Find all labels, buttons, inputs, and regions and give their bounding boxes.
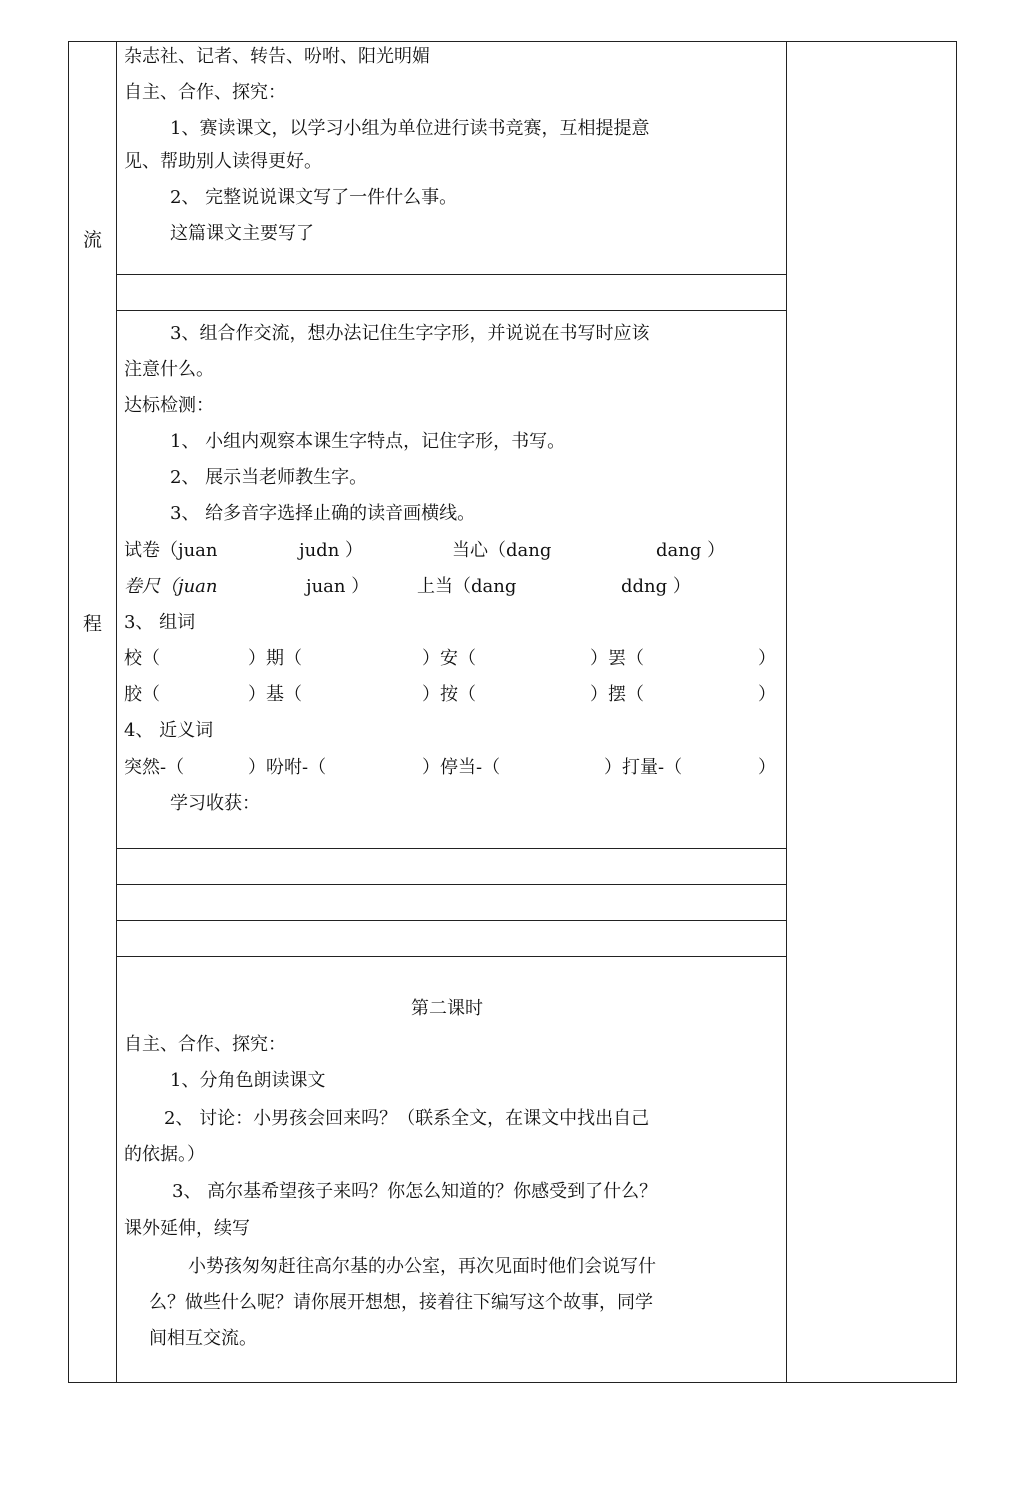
text-line: 小势孩匆匆赶往高尔基的办公室，再次见面时他们会说写什	[188, 1256, 656, 1277]
vocab-line: 杂志社、记者、转告、吩咐、阳光明媚	[124, 46, 430, 67]
zuci-item: ）罢（	[590, 648, 644, 669]
jinyi-item: 突然-（	[124, 757, 185, 778]
text-line: 3、组合作交流，想办法记住生字字形，并说说在书写时应该	[170, 323, 650, 344]
zuci-item: ）安（	[422, 648, 476, 669]
pinyin-item: dang ）	[656, 540, 726, 561]
jinyi-item: ）	[758, 757, 776, 778]
pinyin-item: 上当（dang	[417, 576, 517, 597]
zuci-item: ）期（	[248, 648, 302, 669]
pinyin-item: 卷尺（juan	[124, 576, 218, 597]
pinyin-item: 当心（dang	[452, 540, 552, 561]
text-line: 2、 完整说说课文写了一件什么事。	[170, 187, 458, 208]
side-label-cheng: 程	[82, 613, 102, 635]
text-line: 2、 展示当老师教生字。	[170, 467, 368, 488]
column-divider-right	[786, 42, 787, 1382]
text-line: 3、 给多音字选择止确的读音画横线。	[170, 503, 476, 524]
heading-assessment: 达标检测：	[124, 395, 214, 416]
heading-explore: 自主、合作、探究：	[124, 1034, 286, 1055]
column-divider-left	[116, 42, 117, 1382]
heading-zuci: 3、 组词	[124, 612, 196, 633]
side-label-liu: 流	[82, 229, 102, 251]
pinyin-item: 试卷（juan	[124, 540, 218, 561]
text-line: 1、赛读课文，以学习小组为单位进行读书竞赛，互相提提意	[170, 118, 650, 139]
zuci-item: 胶（	[124, 684, 160, 705]
text-line: 2、 讨论：小男孩会回来吗？（联系全文，在课文中找出自己	[164, 1108, 650, 1129]
lesson-title: 第二课时	[411, 998, 483, 1019]
jinyi-item: ）吩咐-（	[248, 757, 327, 778]
zuci-item: ）按（	[422, 684, 476, 705]
jinyi-item: ）打量-（	[604, 757, 683, 778]
text-line: 注意什么。	[124, 359, 214, 380]
text-line: 3、 高尔基希望孩子来吗？你怎么知道的？你感受到了什么？	[172, 1181, 658, 1202]
text-line: 课外延伸，续写	[124, 1218, 250, 1239]
text-line: 这篇课文主要写了	[170, 223, 314, 244]
zuci-item: ）	[758, 648, 776, 669]
jinyi-item: ）停当-（	[422, 757, 501, 778]
text-line: 见、帮助别人读得更好。	[124, 151, 322, 172]
pinyin-item: ddng ）	[621, 576, 691, 597]
text-line: 的依据。）	[124, 1144, 205, 1165]
row-divider	[116, 884, 786, 885]
pinyin-item: juan ）	[306, 576, 370, 597]
heading-jinyi: 4、 近义词	[124, 720, 214, 741]
row-divider	[116, 310, 786, 311]
harvest-label: 学习收获：	[170, 793, 260, 814]
text-line: 1、 小组内观察本课生字特点，记住字形，书写。	[170, 431, 566, 452]
row-divider	[116, 848, 786, 849]
row-divider	[116, 920, 786, 921]
row-divider	[116, 956, 786, 957]
row-divider	[116, 274, 786, 275]
text-line: 么？做些什么呢？请你展开想想，接着往下编写这个故事，同学	[149, 1292, 653, 1313]
pinyin-item: judn ）	[299, 540, 364, 561]
zuci-item: ）	[758, 684, 776, 705]
zuci-item: ）基（	[248, 684, 302, 705]
zuci-item: ）摆（	[590, 684, 644, 705]
text-line: 1、分角色朗读课文	[170, 1070, 326, 1091]
zuci-item: 校（	[124, 648, 160, 669]
text-line: 间相互交流。	[149, 1328, 257, 1349]
heading-explore: 自主、合作、探究：	[124, 82, 286, 103]
